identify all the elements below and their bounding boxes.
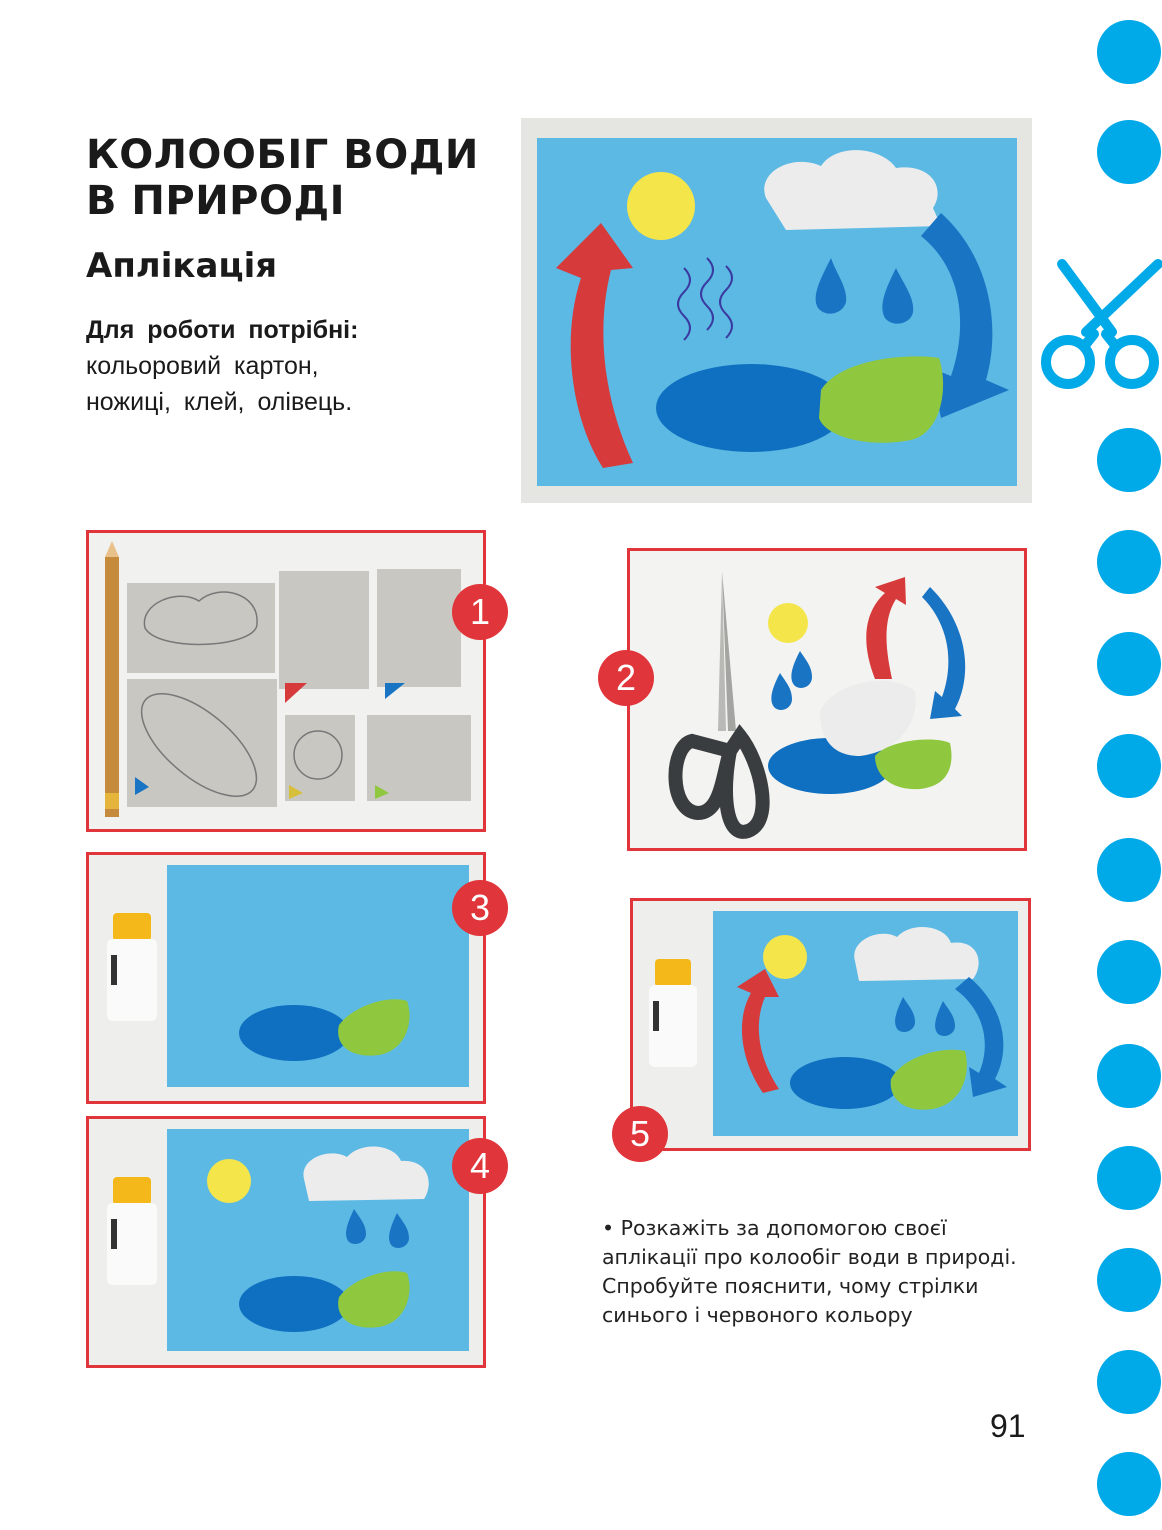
- decorative-dot: [1097, 20, 1161, 84]
- red-arrow-shape: [866, 577, 906, 679]
- lake-shape: [239, 1276, 349, 1332]
- finished-applique-illustration: [521, 118, 1032, 503]
- glue-label: [111, 955, 117, 985]
- scissors-icon: [1032, 252, 1162, 392]
- question-line-2: аплікації про колообіг води в природі.: [602, 1245, 1017, 1269]
- glue-cap: [113, 1177, 151, 1205]
- decorative-dot: [1097, 1248, 1161, 1312]
- template-grass: [367, 715, 471, 801]
- section-subtitle: Аплікація: [86, 246, 278, 286]
- decorative-dot: [1097, 838, 1161, 902]
- step-4-illustration: [89, 1119, 483, 1365]
- lake-shape: [790, 1057, 900, 1109]
- step-4-photo: [86, 1116, 486, 1368]
- pencil-tip: [105, 541, 119, 557]
- step-badge-2: 2: [598, 650, 654, 706]
- sun-shape: [768, 603, 808, 643]
- step-badge-1: 1: [452, 584, 508, 640]
- decorative-dot: [1097, 120, 1161, 184]
- decorative-dot: [1097, 734, 1161, 798]
- sun-shape: [627, 172, 695, 240]
- template-arrow-blue: [377, 569, 461, 687]
- decorative-dot: [1097, 1044, 1161, 1108]
- step-3-illustration: [89, 855, 483, 1101]
- raindrop-shape: [791, 651, 812, 688]
- materials-line-1: кольоровий картон,: [86, 352, 319, 380]
- decorative-dot: [1097, 530, 1161, 594]
- template-arrow-red: [279, 571, 369, 689]
- pencil-shape: [105, 557, 119, 817]
- page-number: 91: [990, 1408, 1026, 1444]
- step-2-photo: [627, 548, 1027, 851]
- raindrop-shape: [771, 673, 792, 710]
- template-sun: [285, 715, 355, 801]
- materials-line-2: ножиці, клей, олівець.: [86, 388, 353, 416]
- decorative-dot: [1097, 1146, 1161, 1210]
- glue-cap: [655, 959, 691, 987]
- question-line-1: • Розкажіть за допомогою своєї: [602, 1216, 947, 1240]
- pencil-end: [105, 793, 119, 809]
- decorative-dot: [1097, 632, 1161, 696]
- lake-shape: [656, 364, 846, 452]
- decorative-dot: [1097, 428, 1161, 492]
- decorative-dot: [1097, 1350, 1161, 1414]
- glue-label: [111, 1219, 117, 1249]
- scissors-blade: [718, 571, 726, 731]
- step-badge-5: 5: [612, 1106, 668, 1162]
- sun-shape: [207, 1159, 251, 1203]
- step-badge-3: 3: [452, 880, 508, 936]
- question-line-3: Спробуйте пояснити, чому стрілки: [602, 1274, 979, 1298]
- step-1-photo: [86, 530, 486, 832]
- sun-shape: [763, 935, 807, 979]
- materials-list: [86, 312, 466, 420]
- discussion-question: [602, 1214, 1022, 1330]
- step-2-illustration: [630, 551, 1024, 848]
- step-5-illustration: [633, 901, 1028, 1148]
- scissors-handle: [726, 736, 763, 832]
- decorative-dot: [1097, 1452, 1161, 1516]
- lake-shape: [239, 1005, 349, 1061]
- step-3-photo: [86, 852, 486, 1104]
- decorative-dot: [1097, 940, 1161, 1004]
- finished-applique-photo: [521, 118, 1032, 503]
- step-1-illustration: [89, 533, 483, 829]
- step-5-photo: [630, 898, 1031, 1151]
- blue-arrow-shape: [922, 587, 965, 719]
- glue-cap: [113, 913, 151, 941]
- step-badge-4: 4: [452, 1138, 508, 1194]
- page-title-line-1: КОЛООБІГ ВОДИ: [86, 132, 479, 178]
- question-line-4: синього і червоного кольору: [602, 1303, 913, 1327]
- glue-label: [653, 1001, 659, 1031]
- page-title: [86, 132, 506, 224]
- materials-label: Для роботи потрібні:: [86, 316, 359, 344]
- page-title-line-2: В ПРИРОДІ: [86, 178, 346, 224]
- template-cloud: [127, 583, 275, 673]
